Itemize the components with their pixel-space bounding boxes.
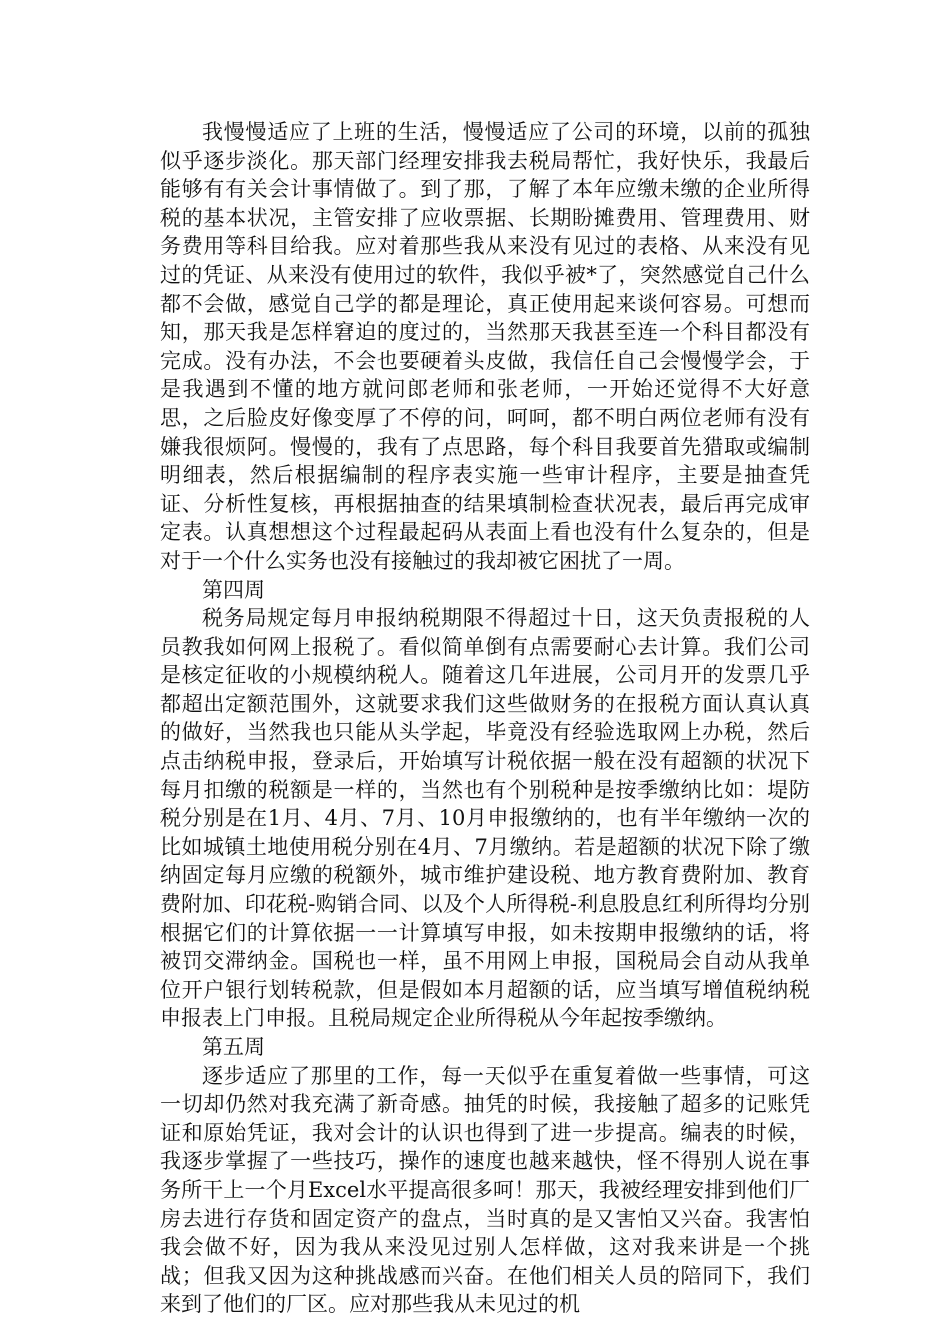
paragraph-week3-work: 我慢慢适应了上班的生活，慢慢适应了公司的环境，以前的孤独似乎逐步淡化。那天部门经理安排我去税局帮忙，我好快乐，我最后能够有有关会计事情做了。到了那，了解了本年应缴未缴的企业所得税的基本状况，主管安排了应收票据、长期盼摊费用、管理费用、财务费用等科目给我。应对着那些我从来没有见过的表格、从来没有见过的凭证、从来没有使用过的软件，我似乎被*了，突然感觉自己什么都不会做，感觉自己学的都是理论，真正使用起来谈何容易。可想而知，那天我是怎样窘迫的度过的，当然那天我甚至连一个科目都没有完成。没有办法，不会也要硬着头皮做，我信任自己会慢慢学会，于是我遇到不懂的地方就问郎老师和张老师，一开始还觉得不大好意思，之后脸皮好像变厚了不停的问，呵呵，都不明白两位老师有没有嫌我很烦阿。慢慢的，我有了点思路，每个科目我要首先猎取或编制明细表，然后根据编制的程序表实施一些审计程序，主要是抽查凭证、分析性复核，再根据抽查的结果填制检查状况表，最后再完成审定表。认真想想这个过程最起码从表面上看也没有什么复杂的，但是对于一个什么实务也没有接触过的我却被它困扰了一周。 xyxy=(160,120,810,573)
section-heading-week5: 第五周 xyxy=(202,1035,265,1059)
paragraph-week4-tax: 税务局规定每月申报纳税期限不得超过十日，这天负责报税的人员教我如何网上报税了。看似简单倒有点需要耐心去计算。我们公司是核定征收的小规模纳税人。随着这几年进展，公司月开的发票几乎都超出定额范围外，这就要求我们这些做财务的在报税方面认真认真的做好，当然我也只能从头学起，毕竟没有经验选取网上办税，然后点击纳税申报，登录后，开始填写计税依据一般在没有超额的状况下每月扣缴的税额是一样的，当然也有个别税种是按季缴纳比如：堤防税分别是在1月、4月、7月、10月申报缴纳的，也有半年缴纳一次的比如城镇土地使用税分别在4月、7月缴纳。若是超额的状况下除了缴纳固定每月应缴的税额外，城市维护建设税、地方教育费附加、教育费附加、印花税-购销合同、以及个人所得税-利息股息红利所得均分别根据它们的计算依据一一计算填写申报，如未按期申报缴纳的话，将被罚交滞纳金。国税也一样，虽不用网上申报，国税局会自动从我单位开户银行划转税款，但是假如本月超额的话，应当填写增值税纳税申报表上门申报。且税局规定企业所得税从今年起按季缴纳。 xyxy=(160,606,810,1031)
section-heading-week4: 第四周 xyxy=(202,577,265,602)
paragraph-week5-audit: 逐步适应了那里的工作，每一天似乎在重复着做一些事情，可这一切却仍然对我充满了新奇感。抽凭的时候，我接触了超多的记账凭证和原始凭证，我对会计的认识也得到了进一步提高。编表的时候，我逐步掌握了一些技巧，操作的速度也越来越快，怪不得别人说在事务所干上一个月Excel水平提高很多呵！那天，我被经理安排到他们厂房去进行存货和固定资产的盘点，当时真的是又害怕又兴奋。我害怕我会做不好，因为我从来没见过别人怎样做，这对我来讲是一个挑战；但我又因为这种挑战感而兴奋。在他们相关人员的陪同下，我们来到了他们的厂区。应对那些我从未见过的机 xyxy=(160,1063,810,1317)
document-body xyxy=(160,118,810,1319)
